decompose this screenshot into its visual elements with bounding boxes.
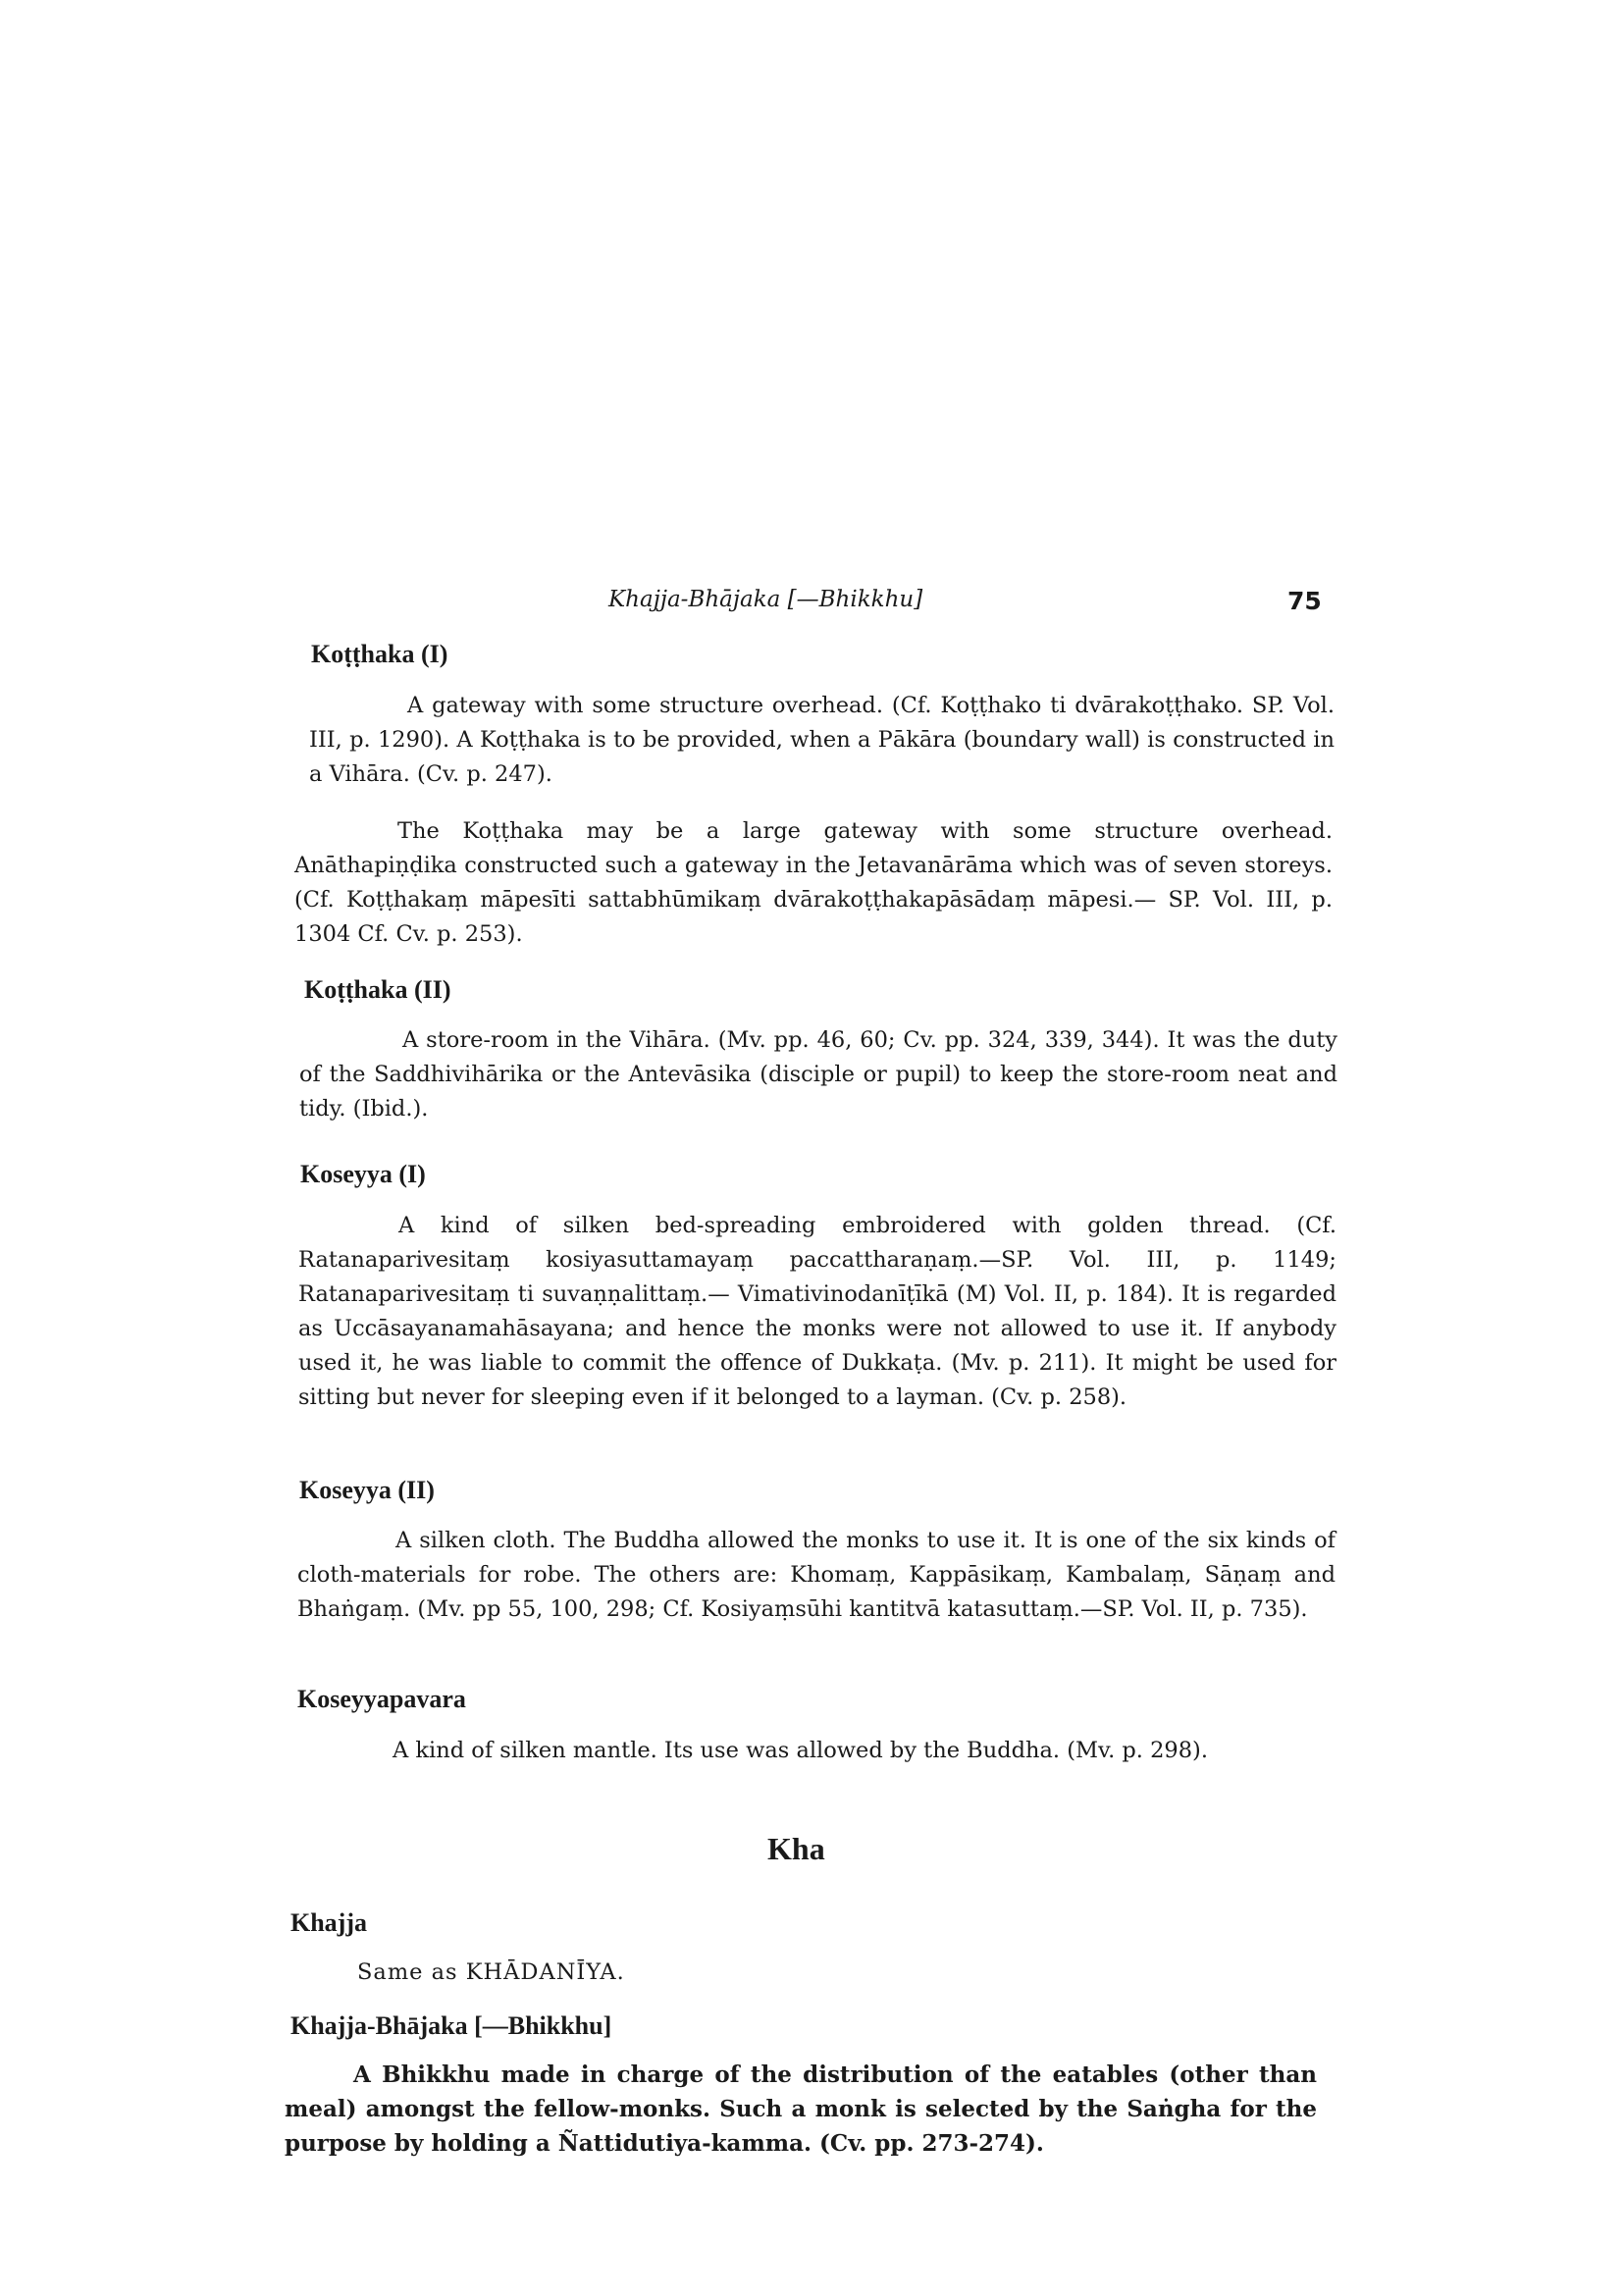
entry-head-koseyyapavara: Koseyyapavara [297,1685,466,1713]
entry-para-khajja: Same as KHĀDANĪYA. [357,1959,625,1985]
entry-head-kotthaka-2: Koṭṭhaka (II) [304,975,451,1004]
page-number: 75 [1287,587,1322,615]
entry-para-kotthaka-1-b: The Koṭṭhaka may be a large gateway with some structure overhead. Anāthapiṇḍika constructed such a gateway in the Jetavanārāma which was of seven storeys. (Cf. Koṭṭhakaṃ māpesīti sattabhūmikaṃ dvārakoṭṭhakapāsādaṃ māpesi.— SP. Vol. III, p. 1304 Cf. Cv. p. 253). [294,818,1333,947]
entry-para-koseyya-1: A kind of silken bed-spreading embroidered with golden thread. (Cf. Ratanaparivesitaṃ kosiyasuttamayaṃ paccattharaṇaṃ.—SP. Vol. III, p. 1149; Ratanaparivesitaṃ ti suvaṇṇalittaṃ.— Vimativinodanīṭīkā (M) Vol. II, p. 184). It is regarded as Uccāsayanamahāsayana; and hence the monks were not allowed to use it. If anybody used it, he was liable to commit the offence of Dukkaṭa. (Mv. p. 211). It might be used for sitting but never for sleeping even if it belonged to a layman. (Cv. p. 258). [298,1213,1336,1410]
entry-head-koseyya-2: Koseyya (II) [299,1476,435,1504]
entry-para-koseyya-2: A silken cloth. The Buddha allowed the monks to use it. It is one of the six kinds of cloth-materials for robe. The others are: Khomaṃ, Kappāsikaṃ, Kambalaṃ, Sāṇaṃ and Bhaṅgaṃ. (Mv. pp 55, 100, 298; Cf. Kosiyaṃsūhi kantitvā katasuttaṃ.—SP. Vol. II, p. 735). [297,1528,1336,1622]
entry-head-koseyya-1: Koseyya (I) [300,1160,426,1188]
entry-para-kotthaka-2: A store-room in the Vihāra. (Mv. pp. 46, 60; Cv. pp. 324, 339, 344). It was the duty of the Saddhivihārika or the Antevāsika (disciple or pupil) to keep the store-room neat and tidy. (Ibid.). [299,1027,1337,1122]
entry-head-khajja-bhajaka: Khajja-Bhājaka [—Bhikkhu] [290,2011,612,2040]
running-header: Khajja-Bhājaka [—Bhikkhu] [608,587,923,612]
entry-head-khajja: Khajja [290,1908,367,1937]
section-title: Kha [767,1831,825,1866]
entry-head-kotthaka-1: Koṭṭhaka (I) [311,640,448,668]
entry-para-koseyyapavara: A kind of silken mantle. Its use was allowed by the Buddha. (Mv. p. 298). [393,1738,1208,1763]
entry-para-khajja-bhajaka: A Bhikkhu made in charge of the distribution of the eatables (other than meal) amongst the fellow-monks. Such a monk is selected by the Saṅgha for the purpose by holding a Ñattidutiya-kamma. (Cv. pp. 273-274). [285,2061,1317,2157]
entry-para-kotthaka-1-a: A gateway with some structure overhead. (Cf. Koṭṭhako ti dvārakoṭṭhako. SP. Vol. III, p. 1290). A Koṭṭhaka is to be provided, when a Pākāra (boundary wall) is constructed in a Vihāra. (Cv. p. 247). [309,693,1335,787]
